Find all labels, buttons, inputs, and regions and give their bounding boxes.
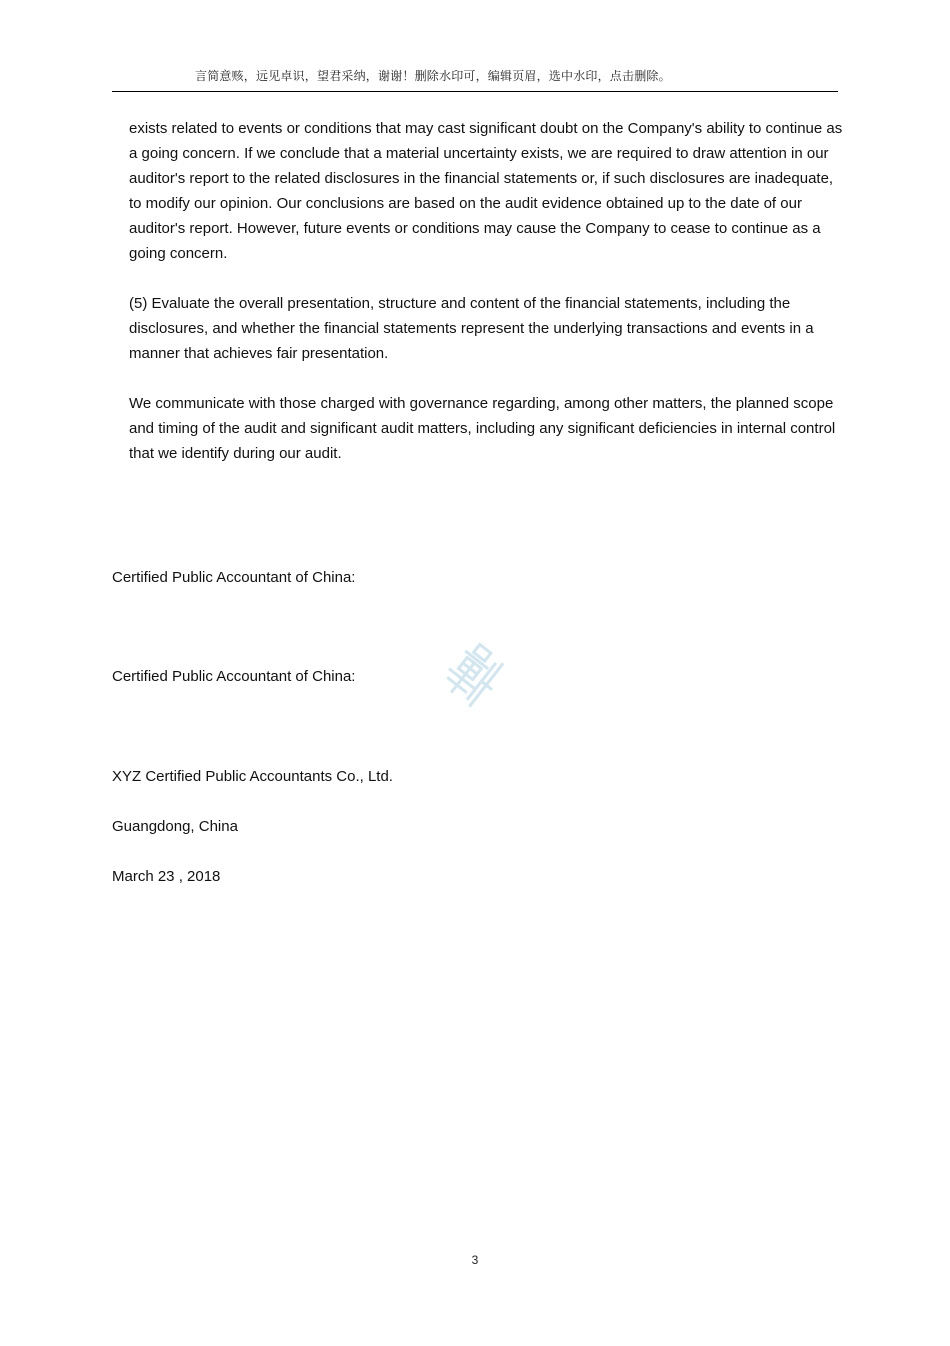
cpa-signature-line-1: Certified Public Accountant of China: (112, 569, 356, 586)
firm-name: XYZ Certified Public Accountants Co., Ltd. (112, 768, 393, 785)
paragraph-governance: We communicate with those charged with governance regarding, among other matters, the planned scope and timing of the audit and significant audit matters, including any significant deficiencies in internal control that we identify during our audit. (129, 395, 836, 462)
page-number: 3 (471, 1253, 479, 1267)
paragraph-going-concern: exists related to events or conditions that may cast significant doubt on the Company's ability to continue as a going concern. If we conclude that a material uncertainty exists, we are required to draw attention in our auditor's report to the related disclosures in the financial statements or, if such disclosures are inadequate, to modify our opinion. Our conclusions are based on the audit evidence obtained up to the date of our auditor's report. However, future events or conditions may cause the Company to cease to continue as a going concern. (129, 120, 843, 262)
cpa-signature-line-2: Certified Public Accountant of China: (112, 668, 356, 685)
watermark-stamp-icon (440, 640, 510, 710)
paragraph-presentation: (5) Evaluate the overall presentation, structure and content of the financial statements, including the disclosures, and whether the financial statements represent the underlying transactions and events in a manner that achieves fair presentation. (129, 295, 814, 362)
header-divider (112, 91, 838, 92)
header-text: 言简意赅，远见卓识，望君采纳，谢谢！删除水印可，编辑页眉，选中水印，点击删除。 (195, 69, 671, 83)
location: Guangdong, China (112, 818, 238, 835)
report-date: March 23 , 2018 (112, 868, 221, 885)
